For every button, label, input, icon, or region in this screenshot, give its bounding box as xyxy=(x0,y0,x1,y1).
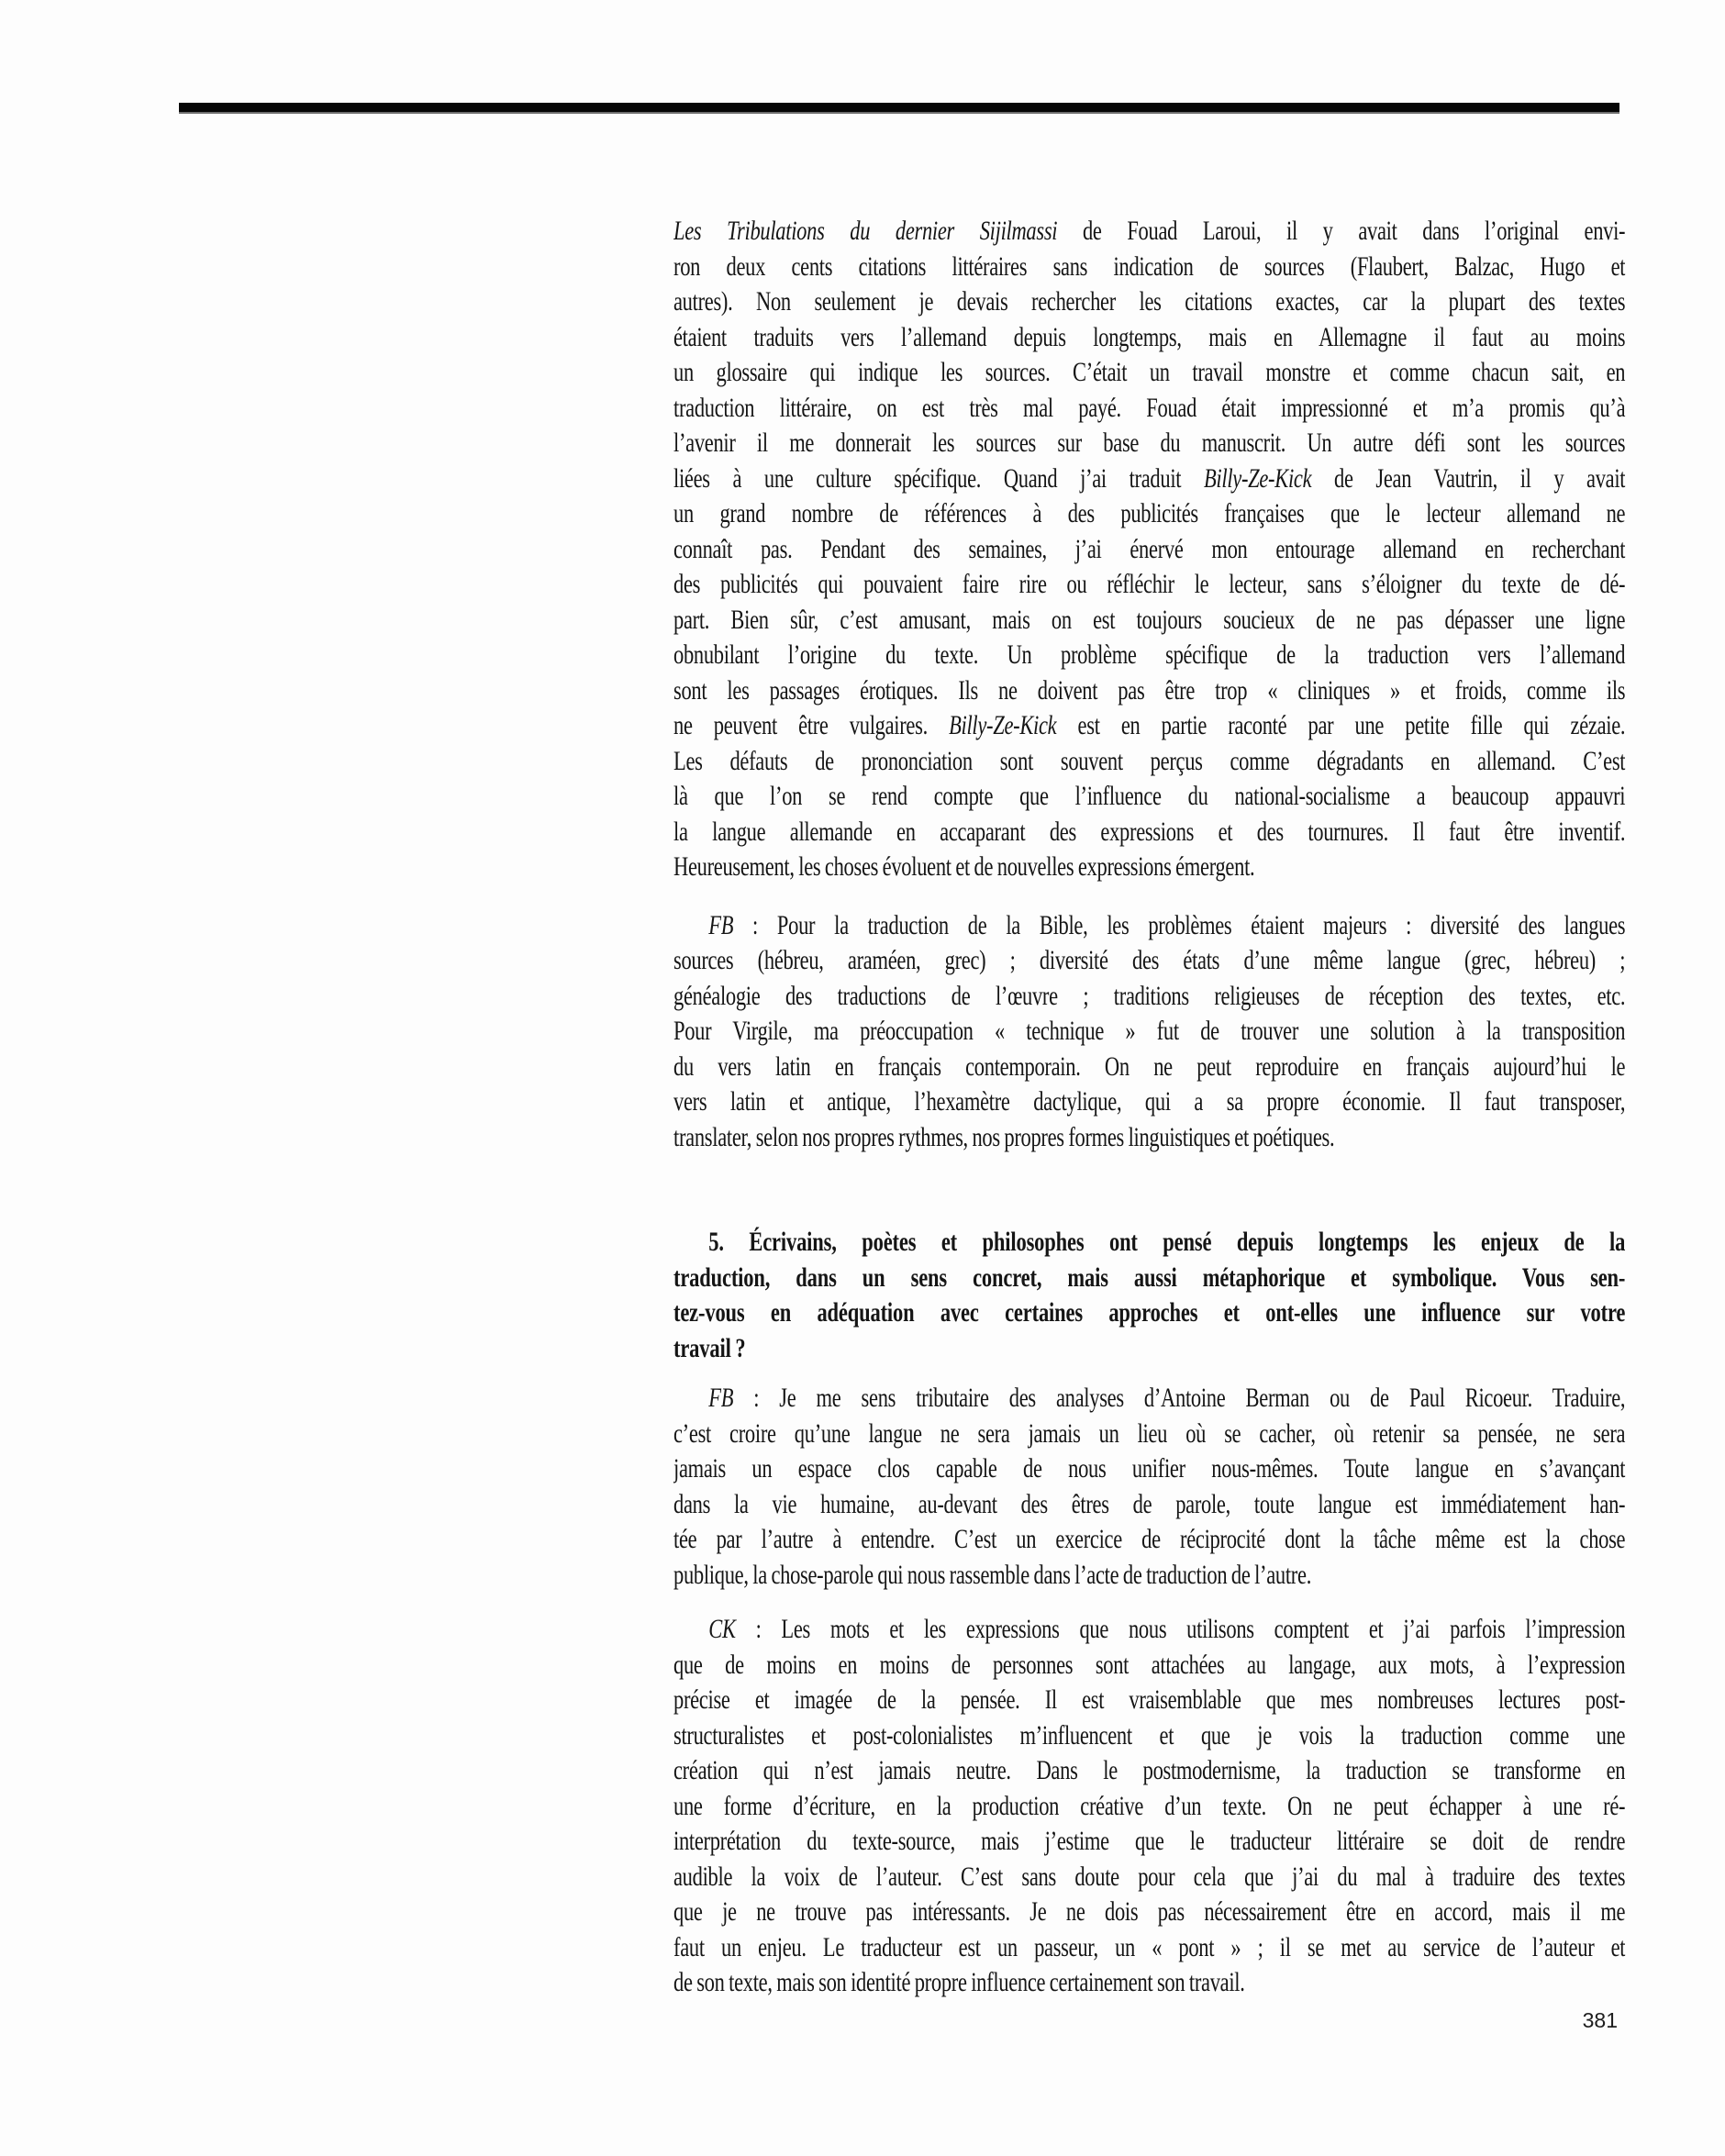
text-segment: vers latin et antique, l’hexamètre dactylique, qui a sa propre économie. Il faut transposer, xyxy=(673,1086,1626,1117)
text-line xyxy=(673,673,1625,709)
top-rule-divider xyxy=(179,103,1619,114)
text-line xyxy=(673,214,1625,250)
text-segment: obnubilant l’origine du texte. Un problème spécifique de la traduction vers l’allemand xyxy=(673,639,1626,670)
text-segment: : Pour la traduction de la Bible, les problèmes étaient majeurs : diversité des langues xyxy=(733,909,1626,940)
text-segment: tée par l’autre à entendre. C’est un exercice de réciprocité dont la tâche même est la chose xyxy=(673,1524,1626,1554)
text-line xyxy=(673,908,1625,944)
text-line xyxy=(673,1683,1625,1718)
text-segment: traduction, dans un sens concret, mais aussi métaphorique et symbolique. Vous sen- xyxy=(673,1261,1626,1293)
text-line xyxy=(673,1860,1625,1895)
text-segment: 5. Écrivains, poètes et philosophes ont pensé depuis longtemps les enjeux de la xyxy=(708,1227,1626,1257)
text-line xyxy=(673,1084,1625,1120)
text-column xyxy=(673,214,1625,2001)
text-segment: translater, selon nos propres rythmes, nos propres formes linguistiques et poétiques. xyxy=(673,1121,1335,1152)
text-line xyxy=(673,1612,1625,1648)
text-segment: ne peuvent être vulgaires. xyxy=(673,710,950,740)
text-line xyxy=(673,1295,1625,1331)
italic-text-segment: Billy-Ze-Kick xyxy=(1203,462,1312,494)
text-line xyxy=(673,1648,1625,1684)
text-segment: : Je me sens tributaire des analyses d’Antoine Berman ou de Paul Ricoeur. Traduire, xyxy=(733,1383,1626,1413)
italic-text-segment: Billy-Ze-Kick xyxy=(949,710,1057,740)
text-segment: travail ? xyxy=(673,1332,746,1363)
text-segment: que de moins en moins de personnes sont attachées au langage, aux mots, à l’expression xyxy=(673,1649,1626,1680)
text-segment: que je ne trouve pas intéressants. Je ne dois pas nécessairement être en accord, mais il me xyxy=(673,1896,1626,1927)
text-segment: faut un enjeu. Le traducteur est un passeur, un « pont » ; il se met au service de l’auteur et xyxy=(673,1931,1626,1962)
text-segment: un glossaire qui indique les sources. C’était un travail monstre et comme chacun sait, en xyxy=(673,357,1626,387)
para-fb-berman xyxy=(673,1381,1625,1593)
text-line xyxy=(673,1050,1625,1085)
text-line xyxy=(673,943,1625,979)
text-segment: de Jean Vautrin, il y avait xyxy=(1311,462,1626,494)
text-segment: part. Bien sûr, c’est amusant, mais on est toujours soucieux de ne pas dépasser une ligne xyxy=(673,604,1626,635)
text-line xyxy=(673,250,1625,285)
text-segment: sources (hébreu, araméen, grec) ; diversité des états d’une même langue (grec, hébreu) ; xyxy=(673,945,1626,975)
text-line xyxy=(673,638,1625,673)
text-line xyxy=(673,744,1625,780)
para-question-5 xyxy=(673,1225,1625,1366)
text-line xyxy=(673,708,1625,744)
text-segment: de son texte, mais son identité propre influence certainement son travail. xyxy=(673,1967,1245,1997)
text-segment: généalogie des traductions de l’œuvre ; traditions religieuses de réception des textes, etc. xyxy=(673,980,1626,1011)
text-segment: des publicités qui pouvaient faire rire ou réfléchir le lecteur, sans s’éloigner du texte de dé- xyxy=(673,569,1626,599)
italic-text-segment: Les Tribulations du dernier Sijilmassi xyxy=(673,216,1058,246)
text-line xyxy=(673,850,1625,885)
text-segment: audible la voix de l’auteur. C’est sans doute pour cela que j’ai du mal à traduire des textes xyxy=(673,1861,1626,1892)
text-line xyxy=(673,1381,1625,1417)
para-opening xyxy=(673,214,1625,885)
text-line xyxy=(673,284,1625,320)
text-line xyxy=(673,1718,1625,1754)
text-line xyxy=(673,355,1625,391)
text-line xyxy=(673,1789,1625,1825)
text-line xyxy=(673,1487,1625,1523)
text-line xyxy=(673,391,1625,427)
italic-text-segment: FB xyxy=(708,1383,734,1413)
text-segment: ron deux cents citations littéraires sans indication de sources (Flaubert, Balzac, Hugo et xyxy=(673,250,1626,282)
text-segment: précise et imagée de la pensée. Il est vraisemblable que mes nombreuses lectures post- xyxy=(673,1684,1626,1715)
text-segment: est en partie raconté par une petite fille qui zézaie. xyxy=(1056,710,1626,740)
text-segment: de Fouad Laroui, il y avait dans l’original envi- xyxy=(1057,216,1626,246)
text-segment: Heureusement, les choses évoluent et de nouvelles expressions émergent. xyxy=(673,851,1255,882)
text-line xyxy=(673,779,1625,815)
text-segment: connaît pas. Pendant des semaines, j’ai énervé mon entourage allemand en recherchant xyxy=(673,533,1626,564)
text-segment: jamais un espace clos capable de nous unifier nous-mêmes. Toute langue en s’avançant xyxy=(673,1453,1626,1484)
text-line xyxy=(673,1522,1625,1558)
text-segment: tez-vous en adéquation avec certaines approches et ont-elles une influence sur votre xyxy=(673,1297,1626,1328)
text-line xyxy=(673,1930,1625,1966)
text-segment: publique, la chose-parole qui nous rassemble dans l’acte de traduction de l’autre. xyxy=(673,1559,1312,1590)
text-line xyxy=(673,426,1625,461)
text-segment: autres). Non seulement je devais rechercher les citations exactes, car la plupart des textes xyxy=(673,286,1626,317)
para-fb-bible xyxy=(673,908,1625,1156)
text-segment: Les défauts de prononciation sont souvent perçus comme dégradants en allemand. C’est xyxy=(673,745,1626,776)
text-line xyxy=(673,461,1625,497)
text-line xyxy=(673,1451,1625,1487)
text-segment: : Les mots et les expressions que nous utilisons comptent et j’ai parfois l’impression xyxy=(735,1614,1626,1644)
text-segment: création qui n’est jamais neutre. Dans le postmodernisme, la traduction se transforme en xyxy=(673,1755,1626,1785)
text-segment: liées à une culture spécifique. Quand j’ai traduit xyxy=(673,462,1204,494)
text-segment: une forme d’écriture, en la production créative d’un texte. On ne peut échapper à une ré- xyxy=(673,1790,1626,1821)
text-segment: là que l’on se rend compte que l’influence du national-socialisme a beaucoup appauvri xyxy=(673,781,1626,811)
text-line xyxy=(673,815,1625,850)
text-segment: Pour Virgile, ma préoccupation « technique » fut de trouver une solution à la transposition xyxy=(673,1016,1626,1046)
text-line xyxy=(673,1965,1625,2001)
text-segment: dans la vie humaine, au-devant des êtres de parole, toute langue est immédiatement han- xyxy=(673,1488,1626,1519)
italic-text-segment: CK xyxy=(708,1614,736,1644)
text-line xyxy=(673,1753,1625,1789)
text-segment: l’avenir il me donnerait les sources sur base du manuscrit. Un autre défi sont les sources xyxy=(673,428,1626,458)
italic-text-segment: FB xyxy=(708,909,734,940)
text-line xyxy=(673,979,1625,1015)
text-segment: sont les passages érotiques. Ils ne doivent pas être trop « cliniques » et froids, comme ils xyxy=(673,674,1626,706)
text-line xyxy=(673,603,1625,639)
text-line xyxy=(673,1225,1625,1261)
text-line xyxy=(673,1120,1625,1156)
text-line xyxy=(673,1824,1625,1860)
text-segment: traduction littéraire, on est très mal payé. Fouad était impressionné et m’a promis qu’à xyxy=(673,392,1626,423)
text-line xyxy=(673,1014,1625,1050)
text-segment: c’est croire qu’une langue ne sera jamais un lieu où se cacher, où retenir sa pensée, ne sera xyxy=(673,1417,1626,1449)
text-line xyxy=(673,1331,1625,1367)
text-segment: interprétation du texte-source, mais j’estime que le traducteur littéraire se doit de rendre xyxy=(673,1826,1626,1856)
text-segment: un grand nombre de références à des publicités françaises que le lecteur allemand ne xyxy=(673,498,1626,528)
text-segment: étaient traduits vers l’allemand depuis longtemps, mais en Allemagne il faut au moins xyxy=(673,321,1626,352)
page-number: 381 xyxy=(1582,2008,1618,2032)
text-line xyxy=(673,496,1625,532)
text-segment: structuralistes et post-colonialistes m’influencent et que je vois la traduction comme une xyxy=(673,1719,1626,1750)
text-line xyxy=(673,1558,1625,1594)
text-segment: du vers latin en français contemporain. On ne peut reproduire en français aujourd’hui le xyxy=(673,1050,1626,1082)
text-line xyxy=(673,1895,1625,1930)
text-line xyxy=(673,320,1625,356)
text-line xyxy=(673,1417,1625,1452)
para-ck-mots xyxy=(673,1612,1625,2001)
text-segment: la langue allemande en accaparant des expressions et des tournures. Il faut être inventif. xyxy=(673,816,1626,847)
text-line xyxy=(673,1261,1625,1296)
text-line xyxy=(673,567,1625,603)
text-line xyxy=(673,532,1625,568)
